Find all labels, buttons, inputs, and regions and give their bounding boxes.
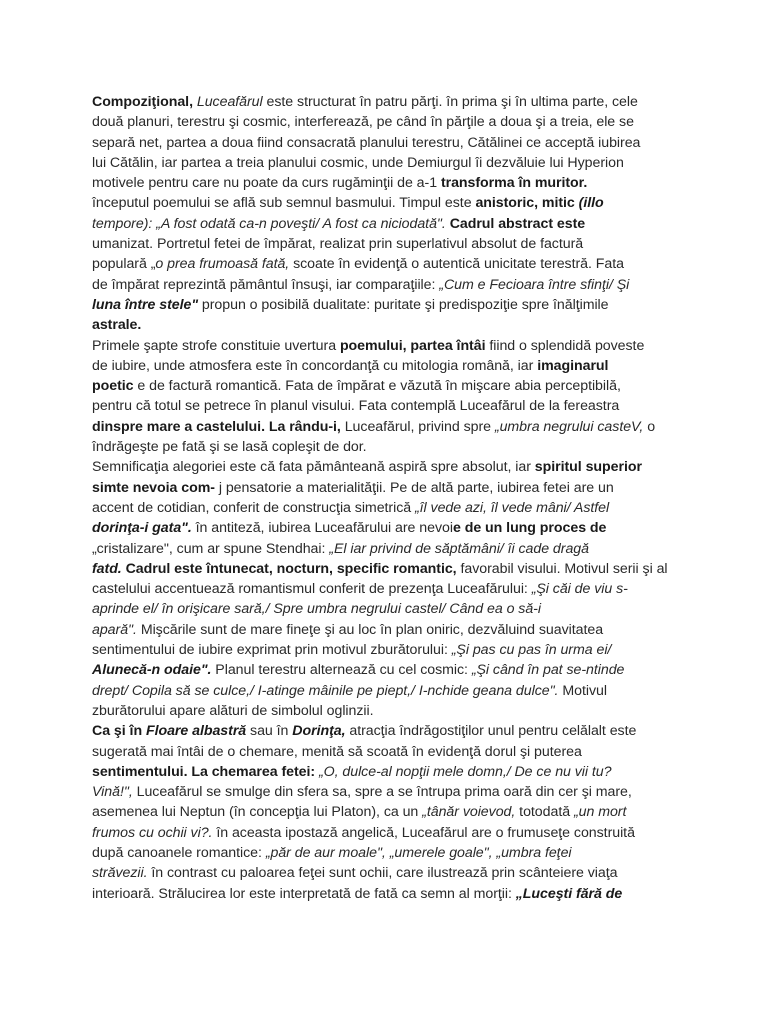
text-run: separă net, partea a doua fiind consacrată planului terestru, Cătălinei ce acceptă iubirea	[92, 134, 641, 151]
text-line	[92, 457, 692, 477]
text-line	[92, 863, 692, 883]
text-run: Luceafărul, privind spre	[340, 418, 495, 435]
text-run: scoate în evidenţă o autentică unicitate terestră. Fata	[289, 256, 624, 273]
text-run: străvezii.	[92, 865, 148, 882]
text-run: „El iar privind de săptămâni/ îi cade dragă	[329, 540, 589, 557]
text-line	[92, 823, 692, 843]
text-run: Compoziţional,	[92, 94, 197, 110]
text-run: propun o posibilă dualitate: puritate şi predispoziţie spre înălţimile	[198, 296, 609, 313]
text-line	[92, 782, 692, 802]
text-run: frumos cu ochii vi?.	[92, 824, 213, 841]
text-run: sugerată mai întâi de o chemare, menită să scoată în evidenţă dorul şi puterea	[92, 743, 582, 760]
text-run: luna între stele"	[92, 296, 199, 313]
text-run: Motivul	[558, 682, 607, 699]
text-line	[92, 640, 692, 660]
text-run: pentru că totul se petrece în planul visului. Fata contemplă Luceafărul de la fereastra	[92, 398, 620, 415]
text-line	[92, 742, 692, 762]
text-line	[92, 539, 692, 559]
text-line	[92, 701, 692, 721]
text-line	[92, 843, 692, 863]
text-run: zburătorului apare alături de simbolul oglinzii.	[92, 702, 374, 719]
text-run: Planul terestru alternează cu cel cosmic:	[211, 662, 472, 679]
text-line	[92, 802, 692, 822]
text-run: este structurat în patru părţi. în prima şi în ultima parte, cele	[262, 94, 638, 110]
text-run: poetic	[92, 378, 134, 395]
text-run: de iubire, unde atmosfera este în concordanţă cu mitologia română, iar	[92, 357, 538, 374]
text-line	[92, 437, 692, 457]
text-run: astrale.	[92, 317, 142, 334]
text-run: o prea frumoasă fată,	[155, 256, 290, 273]
text-run: „Şi când în pat se-ntinde	[471, 662, 625, 679]
text-run: Mişcările sunt de mare fineţe şi au loc în plan oniric, dezvăluind suavitatea	[136, 621, 604, 638]
text-line	[92, 721, 692, 741]
text-line	[92, 153, 692, 173]
text-line	[92, 92, 692, 112]
text-run: castelului accentuează romantismul conferit de prezenţa Luceafărului:	[92, 581, 532, 598]
text-run: îndrăgeşte pe fată şi se lasă copleşit de dor.	[92, 439, 367, 456]
text-run: Ca şi în	[92, 723, 146, 740]
text-run: poemului, partea întâi	[339, 337, 486, 354]
text-run: transforma în muritor.	[440, 175, 588, 192]
text-line	[92, 234, 692, 254]
text-line	[92, 660, 692, 680]
text-run: asemenea lui Neptun (în concepţia lui Platon), ca un	[92, 804, 423, 821]
text-line	[92, 356, 692, 376]
text-run: aprinde el/ în orişicare sară,/ Spre umbra negrului castel/ Când ea o să-i	[92, 601, 541, 618]
text-line	[92, 579, 692, 599]
text-run: umanizat. Portretul fetei de împărat, realizat prin superlativul absolut de factură	[92, 236, 584, 253]
text-run: fiind o splendidă poveste	[485, 337, 645, 354]
text-line	[92, 193, 692, 213]
text-run: spiritul superior	[534, 459, 642, 476]
text-run: e de factură romantică. Fata de împărat e văzută în mişcare abia perceptibilă,	[133, 378, 621, 395]
text-line	[92, 214, 692, 234]
text-run: e de un lung proces de	[452, 520, 607, 537]
text-run: „un mort	[573, 804, 627, 821]
text-run: atracţia îndrăgostiţilor unul pentru celălalt este	[345, 723, 637, 740]
text-run: „Cum e Fecioara între sfinţi/ Şi	[439, 276, 630, 293]
text-run: simte nevoia com-	[92, 479, 215, 496]
text-run: interioară. Strălucirea lor este interpretată de fată ca semn al morţii:	[92, 885, 516, 902]
text-run: drept/ Copila să se culce,/ I-atinge mâinile pe piept,/ I-nchide geana dulce".	[92, 682, 559, 699]
text-run: accent de cotidian, conferit de construcţia simetrică	[92, 499, 415, 516]
text-run: în aceasta ipostază angelică, Luceafărul are o frumuseţe construită	[212, 824, 635, 841]
text-line	[92, 559, 692, 579]
text-line	[92, 336, 692, 356]
text-run: după canoanele romantice:	[92, 844, 266, 861]
text-run: imaginarul	[537, 357, 609, 374]
text-line	[92, 599, 692, 619]
text-line	[92, 295, 692, 315]
text-run: Primele şapte strofe constituie uvertura	[92, 337, 340, 354]
text-run: populară „	[92, 256, 156, 273]
text-run: „O, dulce-al nopţii mele domn,/ De ce nu vii tu?	[318, 763, 612, 780]
text-line	[92, 315, 692, 335]
text-run: „Şi pas cu pas în urma ei/	[451, 642, 612, 659]
text-run: „tânăr voievod,	[422, 804, 516, 821]
text-run: Cadrul abstract este	[445, 215, 586, 232]
text-run: Semnificaţia alegoriei este că fata pământeană aspiră spre absolut, iar	[92, 459, 535, 476]
text-run: în contrast cu paloarea feţei sunt ochii, care ilustrează prin scânteiere viaţa	[147, 865, 618, 882]
text-run: motivele pentru care nu poate da curs rugăminţii de a-1	[92, 175, 441, 192]
text-run: „păr de aur moale", „umerele goale", „umbra feţei	[265, 844, 572, 861]
text-run: sentimentului de iubire exprimat prin motivul zburătorului:	[92, 642, 452, 659]
text-line	[92, 478, 692, 498]
text-line	[92, 884, 692, 904]
text-run: fatd.	[92, 560, 122, 577]
text-run: Floare albastră	[145, 723, 247, 740]
text-run: Cadrul este întunecat, nocturn, specific romantic,	[121, 560, 457, 577]
text-run: totodată	[515, 804, 574, 821]
text-run: j pensatorie a materialităţii. Pe de altă parte, iubirea fetei are un	[214, 479, 614, 496]
text-run: sentimentului. La chemarea fetei:	[92, 763, 319, 780]
text-line	[92, 762, 692, 782]
text-run: tempore): „A fost odată ca-n poveşti/ A fost ca niciodată".	[92, 215, 446, 232]
text-line	[92, 376, 692, 396]
text-run: apară".	[92, 621, 137, 638]
text-run: „cristalizare", cum ar spune Stendhai:	[92, 540, 330, 557]
text-line	[92, 275, 692, 295]
text-run: în antiteză, iubirea Luceafărului are nevoi	[191, 520, 453, 537]
text-line	[92, 417, 692, 437]
text-run: Dorinţa,	[292, 723, 346, 740]
text-run: două planuri, terestru şi cosmic, interferează, pe când în părţile a doua şi a treia, ele se	[92, 114, 634, 131]
text-run: Alunecă-n odaie".	[92, 662, 212, 679]
text-run: Luceafărul se smulge din sfera sa, spre a se întrupa prima oară din cer şi mare,	[132, 784, 632, 801]
document-body	[92, 92, 692, 904]
text-run: favorabil visului. Motivul serii şi al	[456, 560, 668, 577]
text-run: începutul poemului se află sub semnul basmului. Timpul este	[92, 195, 476, 212]
text-run: dorinţa-i gata".	[92, 520, 192, 537]
text-run: sau în	[246, 723, 293, 740]
text-run: Vină!",	[92, 784, 133, 801]
text-run: „îl vede azi, îl vede mâni/ Astfel	[414, 499, 610, 516]
text-run: „umbra negrului casteV,	[494, 418, 644, 435]
text-run: de împărat reprezintă pământul însuşi, iar comparaţiile:	[92, 276, 440, 293]
text-run: anistoric, mitic	[475, 195, 579, 212]
text-run: „Şi căi de viu s-	[531, 581, 628, 598]
text-line	[92, 518, 692, 538]
text-line	[92, 133, 692, 153]
text-run: (illo	[578, 195, 604, 212]
text-line	[92, 498, 692, 518]
text-run: o	[643, 418, 656, 435]
text-run: Luceafărul	[196, 94, 263, 110]
text-line	[92, 681, 692, 701]
text-line	[92, 620, 692, 640]
text-run: dinspre mare a castelului. La rându-i,	[92, 418, 341, 435]
text-line	[92, 396, 692, 416]
text-run: „Luceşti fără de	[515, 885, 623, 902]
text-line	[92, 173, 692, 193]
text-run: lui Cătălin, iar partea a treia planului cosmic, unde Demiurgul îi dezvăluie lui Hyperion	[92, 154, 624, 171]
text-line	[92, 112, 692, 132]
text-line	[92, 254, 692, 274]
